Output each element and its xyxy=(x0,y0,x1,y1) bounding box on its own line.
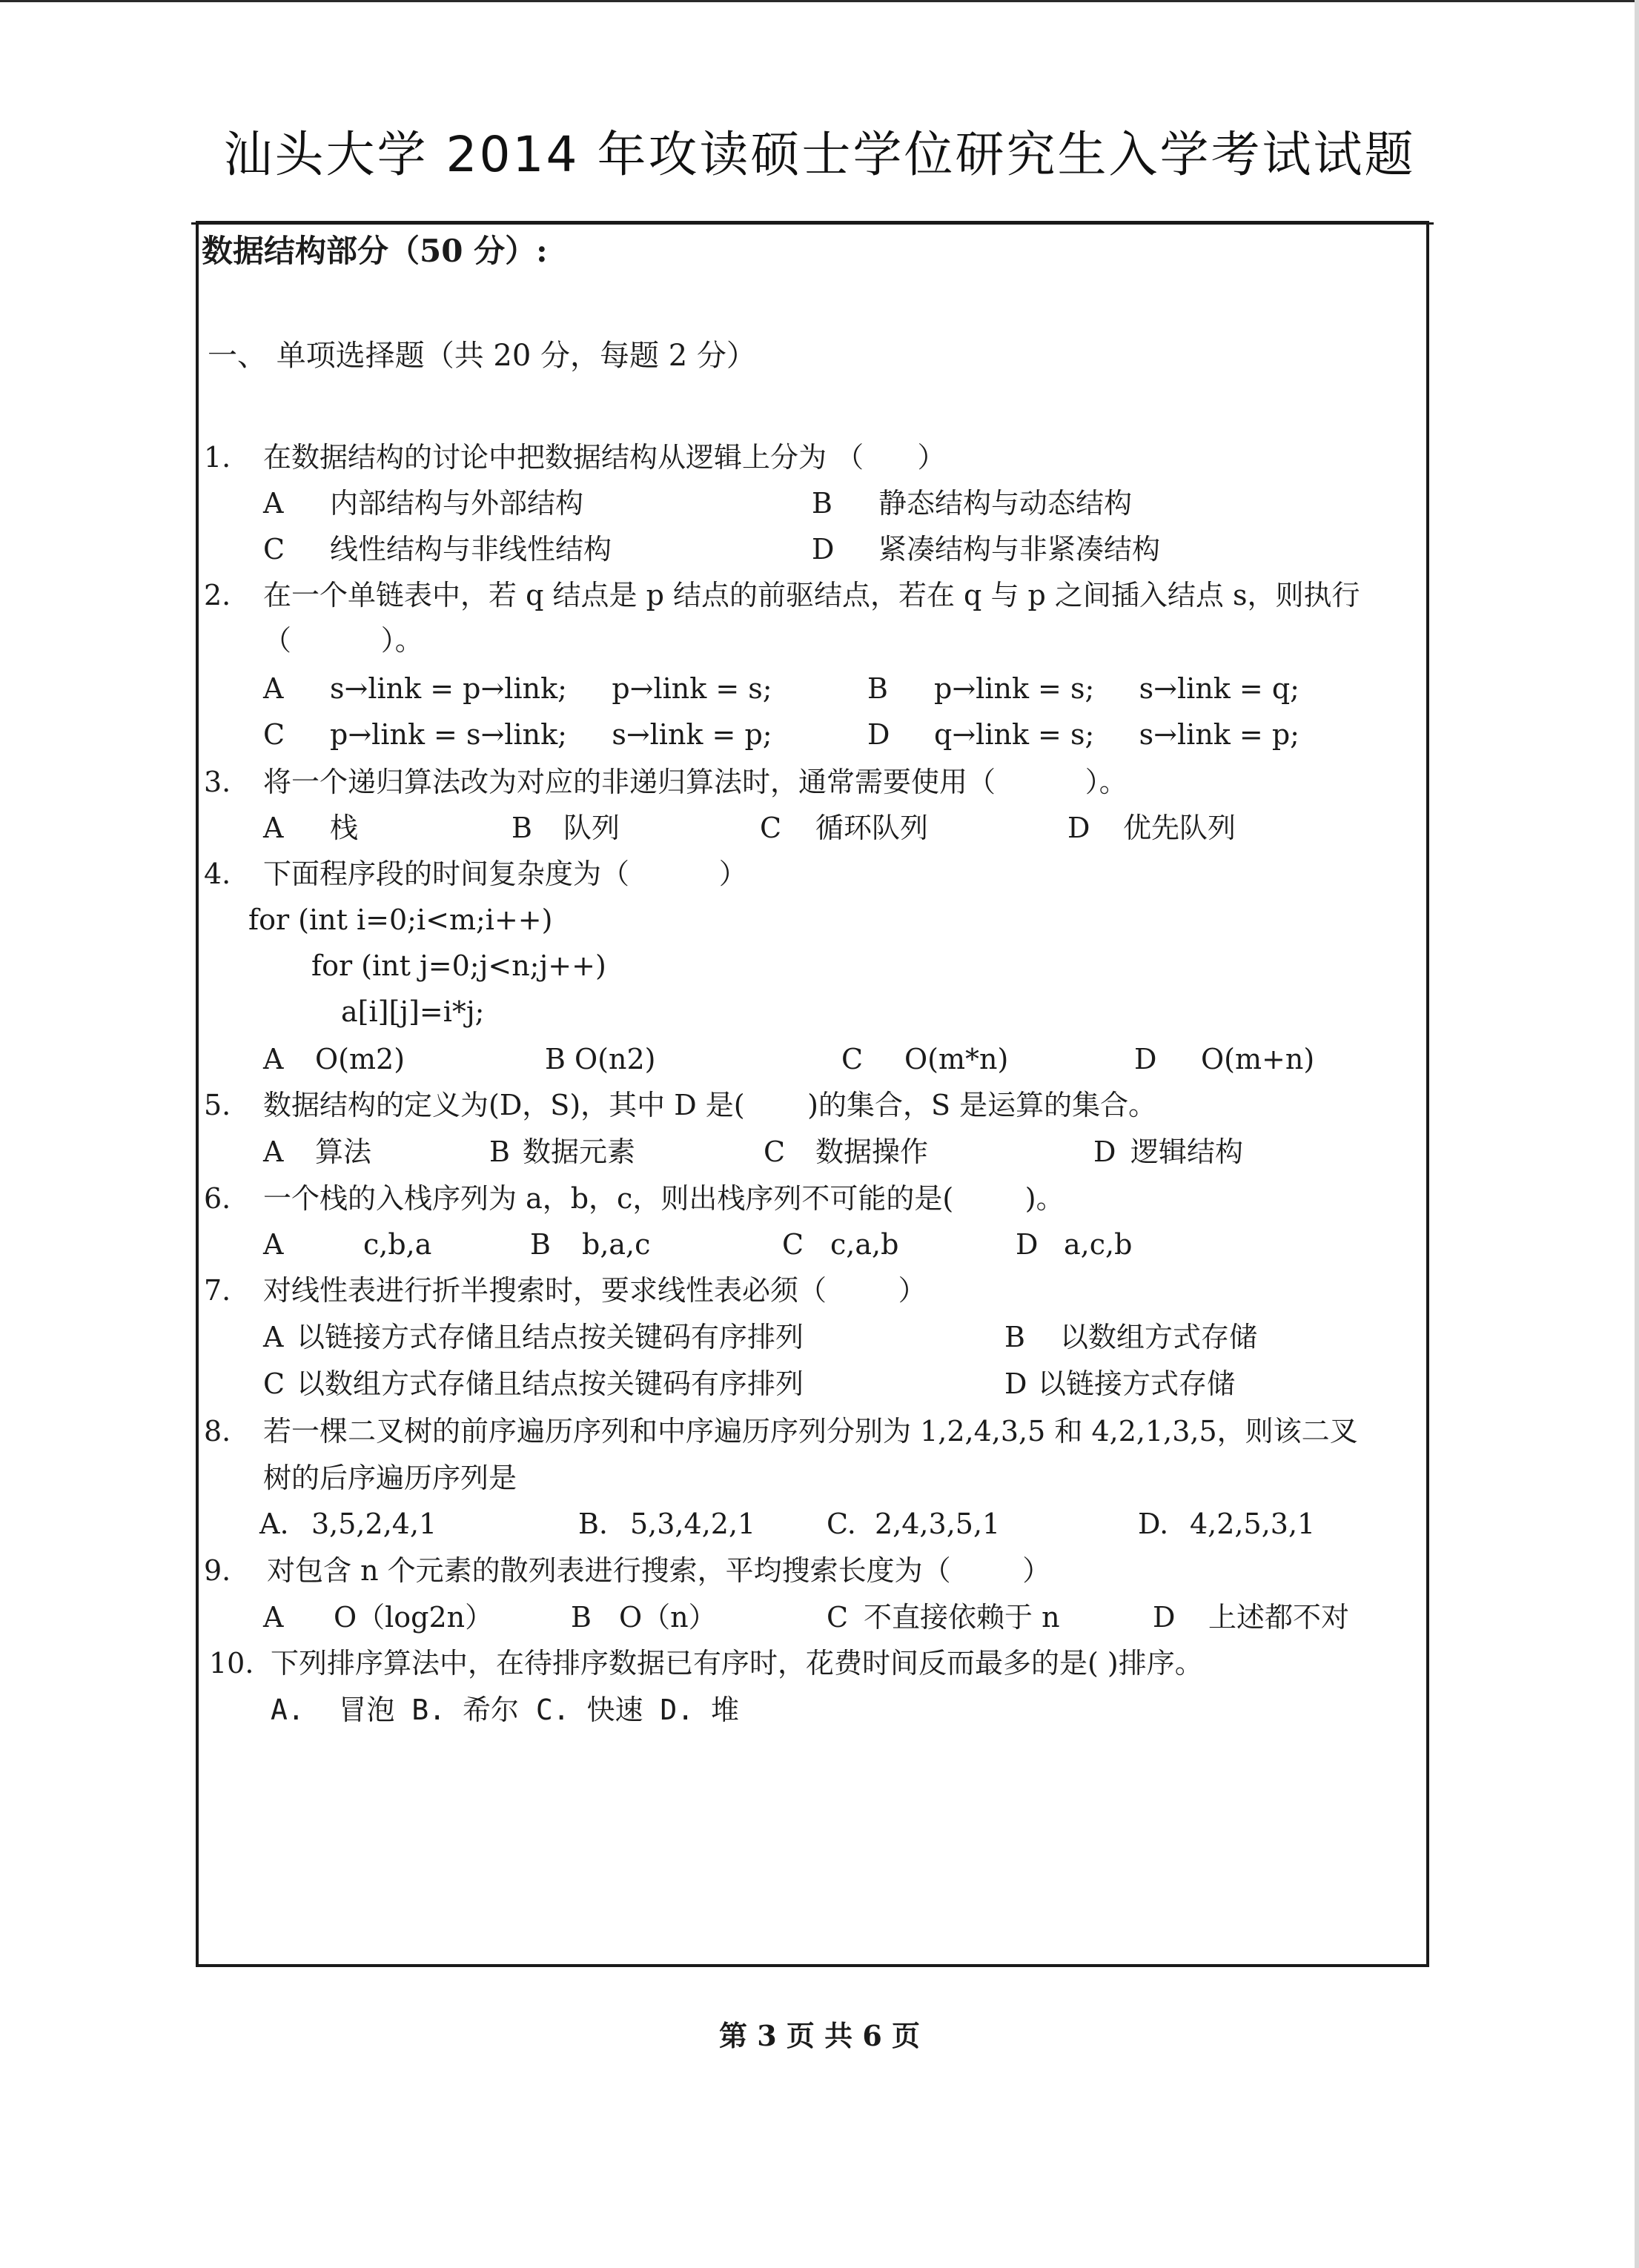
option-label: A. xyxy=(259,1508,289,1540)
page-footer: 第 3 页 共 6 页 xyxy=(718,2019,921,2052)
part-title: 一、 单项选择题（共 20 分，每题 2 分） xyxy=(208,339,756,373)
question-number: 8. xyxy=(204,1415,231,1448)
option-text: 3,5,2,4,1 xyxy=(311,1508,437,1540)
question-text: 树的后序遍历序列是 xyxy=(263,1462,517,1494)
option-label: D xyxy=(867,718,890,751)
question-number: 3. xyxy=(204,766,231,798)
option-label: A xyxy=(263,487,284,520)
section-title: 数据结构部分（50 分）: xyxy=(202,233,548,269)
option-text: 优先队列 xyxy=(1123,812,1236,844)
option-text: 内部结构与外部结构 xyxy=(330,487,584,520)
option-label: D. xyxy=(1138,1508,1169,1540)
option-label: C xyxy=(263,1367,285,1400)
option-label: A xyxy=(263,672,284,705)
question-number: 2. xyxy=(204,579,231,611)
option-text: 不直接依赖于 n xyxy=(864,1601,1060,1634)
option-label: C xyxy=(841,1043,864,1075)
option-label: C xyxy=(827,1601,849,1634)
option-text: 线性结构与非线性结构 xyxy=(330,533,612,566)
option-text: p→link = s→link; s→link = p; xyxy=(330,718,772,751)
option-label: A xyxy=(263,1043,284,1075)
question-number: 9. xyxy=(204,1554,231,1587)
option-line: A. 冒泡 B. 希尔 C. 快速 D. 堆 xyxy=(271,1694,740,1726)
option-label: C xyxy=(764,1135,786,1168)
question-text: 下面程序段的时间复杂度为（ ） xyxy=(263,858,747,890)
option-text: 以链接方式存储且结点按关键码有序排列 xyxy=(297,1321,804,1353)
option-label: D xyxy=(1153,1601,1176,1634)
question-text: 将一个递归算法改为对应的非递归算法时，通常需要使用（ ）。 xyxy=(263,766,1128,798)
question-text: 在一个单链表中，若 q 结点是 p 结点的前驱结点，若在 q 与 p 之间插入结点 s，则执行 xyxy=(263,579,1360,611)
option-text: 数据操作 xyxy=(815,1135,929,1168)
question-text: 对包含 n 个元素的散列表进行搜索，平均搜索长度为（ ） xyxy=(267,1554,1051,1587)
option-text: 数据元素 xyxy=(523,1135,636,1168)
question-text: 一个栈的入栈序列为 a，b，c，则出栈序列不可能的是( )。 xyxy=(263,1182,1064,1215)
option-text: 5,3,4,2,1 xyxy=(630,1508,756,1540)
option-label: B xyxy=(571,1601,592,1634)
option-text: q→link = s; s→link = p; xyxy=(934,718,1299,751)
code-line: a[i][j]=i*j; xyxy=(341,995,485,1028)
question-text: 数据结构的定义为(D，S)，其中 D 是( )的集合，S 是运算的集合。 xyxy=(263,1089,1157,1121)
option-label: B xyxy=(489,1135,510,1168)
option-text: 4,2,5,3,1 xyxy=(1190,1508,1316,1540)
option-text: b,a,c xyxy=(582,1228,651,1261)
option-text: 以数组方式存储 xyxy=(1060,1321,1258,1353)
question-text: 在数据结构的讨论中把数据结构从逻辑上分为 （ ） xyxy=(263,441,946,474)
option-text: a,c,b xyxy=(1064,1228,1133,1261)
option-text: 上述都不对 xyxy=(1208,1601,1350,1634)
option-label: C. xyxy=(827,1508,856,1540)
question-number: 10. xyxy=(209,1647,254,1680)
option-text: 栈 xyxy=(330,812,359,844)
option-label: D xyxy=(1093,1135,1116,1168)
option-label: B xyxy=(511,812,532,844)
option-text: p→link = s; s→link = q; xyxy=(934,672,1299,705)
option-label: B xyxy=(530,1228,551,1261)
option-text: O(m*n) xyxy=(904,1043,1009,1075)
option-label: A xyxy=(263,812,284,844)
option-label: C xyxy=(760,812,782,844)
option-label: D xyxy=(812,533,835,566)
option-label: C xyxy=(263,718,285,751)
scan-edge-right xyxy=(1635,0,1639,2268)
exam-title: 汕头大学 2014 年攻读硕士学位研究生入学考试试题 xyxy=(223,126,1416,183)
option-text: s→link = p→link; p→link = s; xyxy=(330,672,772,705)
code-line: for (int j=0;j<n;j++) xyxy=(311,949,606,982)
option-label: A xyxy=(263,1601,284,1634)
option-label: D xyxy=(1004,1367,1027,1400)
option-text: O(m2) xyxy=(315,1043,405,1075)
option-text: 紧凑结构与非紧凑结构 xyxy=(878,533,1161,566)
option-text: O（n） xyxy=(619,1601,717,1634)
question-text: 对线性表进行折半搜索时，要求线性表必须（ ） xyxy=(263,1274,927,1307)
option-text: 以数组方式存储且结点按关键码有序排列 xyxy=(297,1367,804,1400)
option-label: D xyxy=(1016,1228,1039,1261)
question-number: 7. xyxy=(204,1274,231,1307)
option-label: C xyxy=(782,1228,804,1261)
question-number: 5. xyxy=(204,1089,231,1121)
option-text: 逻辑结构 xyxy=(1130,1135,1244,1168)
option-label: B xyxy=(1004,1321,1025,1353)
option-text: 队列 xyxy=(563,812,620,844)
question-text: 下列排序算法中，在待排序数据已有序时，花费时间反而最多的是( )排序。 xyxy=(271,1647,1203,1680)
question-text: 若一棵二叉树的前序遍历序列和中序遍历序列分别为 1,2,4,3,5 和 4,2,1,3,5，则该二叉 xyxy=(263,1415,1358,1448)
option-label: D xyxy=(1134,1043,1157,1075)
question-number: 6. xyxy=(204,1182,231,1215)
option-label: B xyxy=(812,487,832,520)
option-text: 以链接方式存储 xyxy=(1038,1367,1236,1400)
option-label: C xyxy=(263,533,285,566)
option-text: O（log2n） xyxy=(334,1601,494,1634)
option-text: O(m+n) xyxy=(1201,1043,1315,1075)
option-label: A xyxy=(263,1228,284,1261)
question-number: 4. xyxy=(204,858,231,890)
question-number: 1. xyxy=(204,441,231,474)
option-label: A xyxy=(263,1321,284,1353)
scan-edge xyxy=(0,0,1639,2)
option-text: 循环队列 xyxy=(815,812,929,844)
option-label: D xyxy=(1067,812,1090,844)
option-label: B xyxy=(867,672,888,705)
option-text: 2,4,3,5,1 xyxy=(875,1508,1001,1540)
code-line: for (int i=0;i<m;i++) xyxy=(248,903,553,936)
option-label: B. xyxy=(578,1508,609,1540)
option-label: A xyxy=(263,1135,284,1168)
option-label: B xyxy=(545,1043,566,1075)
option-text: c,b,a xyxy=(363,1228,432,1261)
option-text: 算法 xyxy=(315,1135,372,1168)
option-text: 静态结构与动态结构 xyxy=(878,487,1133,520)
option-text: c,a,b xyxy=(830,1228,899,1261)
option-text: O(n2) xyxy=(575,1043,656,1075)
question-text: （ ）。 xyxy=(263,624,423,657)
